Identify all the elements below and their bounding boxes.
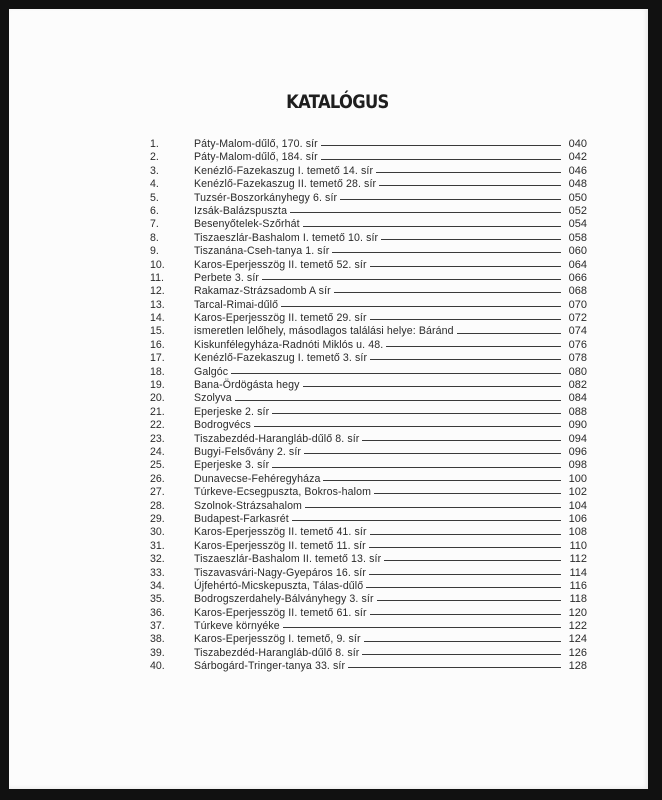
toc-entry — [142, 165, 587, 178]
entry-title: Budapest-Farkasrét — [194, 512, 289, 525]
leader-line — [381, 239, 561, 240]
table-of-contents — [142, 138, 587, 674]
entry-page-number: 042 — [568, 151, 587, 164]
entry-number: 9. — [150, 245, 159, 258]
page-title: KATALÓGUS — [286, 91, 389, 113]
entry-page-number: 114 — [569, 566, 587, 579]
entry-title: Páty-Malom-dűlő, 170. sír — [194, 138, 318, 150]
leader-line — [362, 440, 561, 441]
entry-page-number: 094 — [568, 432, 587, 445]
leader-line — [292, 520, 561, 521]
entry-title: Bana-Ördögásta hegy — [194, 379, 300, 392]
toc-entry — [142, 218, 587, 231]
toc-entry — [142, 138, 587, 151]
leader-line — [303, 386, 561, 387]
leader-line — [290, 212, 561, 213]
leader-line — [321, 159, 561, 160]
entry-number: 4. — [150, 178, 159, 191]
entry-page-number: 082 — [568, 379, 587, 392]
entry-title: Bodrogszerdahely-Bálványhegy 3. sír — [194, 593, 374, 606]
toc-entry — [142, 553, 587, 566]
entry-page-number: 096 — [568, 445, 587, 458]
entry-title: ismeretlen lelőhely, másodlagos találási helye: Báránd — [194, 325, 454, 338]
entry-title: Tiszanána-Cseh-tanya 1. sír — [194, 245, 330, 258]
leader-line — [384, 560, 561, 561]
entry-number: 8. — [150, 231, 159, 244]
toc-entry — [142, 647, 587, 660]
entry-number: 32. — [150, 553, 165, 566]
toc-entry — [142, 232, 587, 245]
leader-line — [283, 627, 561, 628]
entry-title: Tiszaeszlár-Bashalom II. temető 13. sír — [194, 553, 382, 566]
toc-entry — [142, 366, 587, 379]
entry-number: 20. — [150, 392, 165, 405]
entry-page-number: 074 — [568, 325, 587, 338]
entry-number: 3. — [150, 164, 159, 177]
entry-title: Bugyi-Felsővány 2. sír — [194, 445, 301, 458]
entry-page-number: 116 — [569, 579, 587, 592]
entry-title: Karos-Eperjesszög II. temető 29. sír — [194, 312, 367, 325]
entry-page-number: 054 — [568, 218, 587, 231]
toc-entry — [142, 406, 587, 419]
entry-title: Karos-Eperjesszög II. temető 11. sír — [194, 539, 366, 552]
entry-page-number: 110 — [569, 539, 587, 552]
toc-entry — [142, 205, 587, 218]
toc-entry — [142, 580, 587, 593]
entry-page-number: 118 — [569, 593, 587, 606]
entry-number: 37. — [150, 620, 165, 633]
entry-page-number: 060 — [568, 245, 587, 258]
entry-title: Perbete 3. sír — [194, 271, 259, 284]
entry-number: 34. — [150, 579, 165, 592]
entry-number: 36. — [150, 606, 165, 619]
entry-title: Kenézlő-Fazekaszug I. temető 3. sír — [194, 352, 368, 365]
toc-entry — [142, 259, 587, 272]
leader-line — [332, 252, 561, 253]
toc-entry — [142, 607, 587, 620]
entry-number: 7. — [150, 218, 159, 231]
toc-entry — [142, 526, 587, 539]
toc-entry — [142, 486, 587, 499]
leader-line — [281, 306, 561, 307]
entry-title: Rakamaz-Strázsadomb A sír — [194, 285, 331, 298]
toc-entry — [142, 540, 587, 553]
toc-entry — [142, 392, 587, 405]
entry-page-number: 108 — [568, 526, 587, 539]
entry-title: Kenézlő-Fazekaszug II. temető 28. sír — [194, 178, 377, 191]
toc-entry — [142, 593, 587, 606]
entry-title: Sárbogárd-Tringer-tanya 33. sír — [194, 660, 346, 673]
leader-line — [235, 400, 561, 401]
entry-title: Tiszavasvári-Nagy-Gyepáros 16. sír — [194, 566, 366, 579]
entry-number: 10. — [150, 258, 165, 271]
entry-number: 38. — [150, 633, 165, 646]
leader-line — [305, 507, 561, 508]
leader-line — [348, 667, 561, 668]
entry-title: Túrkeve-Ecsegpuszta, Bokros-halom — [194, 486, 371, 499]
entry-title: Karos-Eperjesszög I. temető, 9. sír — [194, 633, 361, 646]
leader-line — [369, 547, 561, 548]
toc-entry — [142, 446, 587, 459]
leader-line — [366, 587, 561, 588]
leader-line — [272, 413, 561, 414]
entry-page-number: 050 — [568, 191, 587, 204]
leader-line — [370, 614, 561, 615]
leader-line — [377, 600, 561, 601]
entry-title: Izsák-Balázspuszta — [194, 204, 288, 217]
leader-line — [254, 426, 561, 427]
entry-number: 6. — [150, 204, 159, 217]
entry-title: Szolyva — [194, 392, 232, 405]
entry-page-number: 112 — [569, 553, 587, 566]
entry-number: 23. — [150, 432, 165, 445]
leader-line — [231, 373, 561, 374]
entry-page-number: 128 — [568, 660, 587, 673]
entry-title: Tiszabezdéd-Harangláb-dűlő 8. sír — [194, 432, 360, 445]
leader-line — [386, 346, 561, 347]
leader-line — [340, 199, 561, 200]
toc-entry — [142, 433, 587, 446]
entry-title: Karos-Eperjesszög II. temető 52. sír — [194, 258, 367, 271]
toc-entry — [142, 299, 587, 312]
toc-entry — [142, 379, 587, 392]
toc-entry — [142, 419, 587, 432]
toc-entry — [142, 192, 587, 205]
toc-entry — [142, 567, 587, 580]
leader-line — [374, 493, 561, 494]
toc-entry — [142, 151, 587, 164]
entry-page-number: 104 — [568, 499, 587, 512]
entry-page-number: 122 — [568, 620, 587, 633]
leader-line — [262, 279, 561, 280]
entry-page-number: 068 — [568, 285, 587, 298]
leader-line — [379, 185, 561, 186]
leader-line — [370, 534, 561, 535]
entry-title: Galgóc — [194, 365, 229, 378]
entry-number: 1. — [150, 138, 159, 150]
leader-line — [370, 319, 561, 320]
leader-line — [304, 453, 561, 454]
entry-title: Tarcal-Rimai-dűlő — [194, 298, 279, 311]
entry-number: 27. — [150, 486, 165, 499]
entry-number: 2. — [150, 151, 159, 164]
entry-title: Tiszabezdéd-Harangláb-dűlő 8. sír — [194, 646, 360, 659]
toc-entry — [142, 272, 587, 285]
leader-line — [303, 226, 561, 227]
entry-page-number: 064 — [568, 258, 587, 271]
entry-title: Karos-Eperjesszög II. temető 61. sír — [194, 606, 367, 619]
entry-number: 15. — [150, 325, 165, 338]
leader-line — [370, 266, 561, 267]
entry-page-number: 100 — [568, 472, 587, 485]
entry-number: 24. — [150, 445, 165, 458]
entry-title: Tuzsér-Boszorkányhegy 6. sír — [194, 191, 338, 204]
entry-title: Karos-Eperjesszög II. temető 41. sír — [194, 526, 367, 539]
entry-number: 16. — [150, 338, 165, 351]
entry-page-number: 102 — [568, 486, 587, 499]
toc-entry — [142, 285, 587, 298]
entry-page-number: 066 — [568, 271, 587, 284]
entry-title: Dunavecse-Fehéregyháza — [194, 472, 321, 485]
entry-number: 14. — [150, 312, 165, 325]
entry-page-number: 046 — [568, 164, 587, 177]
entry-page-number: 072 — [568, 312, 587, 325]
entry-number: 26. — [150, 472, 165, 485]
entry-page-number: 098 — [568, 459, 587, 472]
leader-line — [457, 333, 561, 334]
entry-number: 29. — [150, 512, 165, 525]
entry-number: 12. — [150, 285, 165, 298]
entry-page-number: 126 — [568, 646, 587, 659]
toc-entry — [142, 325, 587, 338]
leader-line — [334, 292, 561, 293]
entry-number: 28. — [150, 499, 165, 512]
entry-page-number: 076 — [568, 338, 587, 351]
toc-entry — [142, 633, 587, 646]
leader-line — [370, 359, 561, 360]
entry-title: Eperjeske 3. sír — [194, 459, 270, 472]
entry-page-number: 040 — [568, 138, 587, 150]
catalog-page — [9, 9, 648, 789]
toc-entry — [142, 245, 587, 258]
toc-entry — [142, 339, 587, 352]
toc-entry — [142, 352, 587, 365]
entry-number: 5. — [150, 191, 159, 204]
toc-entry — [142, 178, 587, 191]
entry-number: 25. — [150, 459, 165, 472]
entry-page-number: 090 — [568, 419, 587, 432]
toc-entry — [142, 513, 587, 526]
leader-line — [321, 145, 561, 146]
toc-entry — [142, 620, 587, 633]
leader-line — [376, 172, 561, 173]
leader-line — [323, 480, 561, 481]
entry-page-number: 048 — [568, 178, 587, 191]
entry-page-number: 078 — [568, 352, 587, 365]
entry-page-number: 124 — [568, 633, 587, 646]
entry-page-number: 070 — [568, 298, 587, 311]
entry-title: Újfehértó-Micskepuszta, Tálas-dűlő — [194, 579, 364, 592]
entry-title: Eperjeske 2. sír — [194, 405, 270, 418]
entry-title: Besenyőtelek-Szőrhát — [194, 218, 300, 231]
entry-number: 35. — [150, 593, 165, 606]
entry-title: Kiskunfélegyháza-Radnóti Miklós u. 48. — [194, 338, 384, 351]
entry-title: Bodrogvécs — [194, 419, 251, 432]
toc-entry — [142, 660, 587, 673]
entry-number: 13. — [150, 298, 165, 311]
entry-number: 30. — [150, 526, 165, 539]
leader-line — [364, 641, 561, 642]
entry-number: 17. — [150, 352, 165, 365]
entry-page-number: 106 — [568, 512, 587, 525]
toc-entry — [142, 500, 587, 513]
entry-title: Kenézlő-Fazekaszug I. temető 14. sír — [194, 164, 374, 177]
entry-number: 33. — [150, 566, 165, 579]
entry-title: Tiszaeszlár-Bashalom I. temető 10. sír — [194, 231, 379, 244]
entry-number: 11. — [150, 271, 164, 284]
toc-entry — [142, 312, 587, 325]
entry-number: 21. — [150, 405, 165, 418]
toc-entry — [142, 473, 587, 486]
entry-page-number: 084 — [568, 392, 587, 405]
leader-line — [369, 574, 561, 575]
entry-number: 19. — [150, 379, 165, 392]
entry-title: Páty-Malom-dűlő, 184. sír — [194, 151, 318, 164]
entry-number: 40. — [150, 660, 165, 673]
entry-page-number: 058 — [568, 231, 587, 244]
entry-page-number: 120 — [568, 606, 587, 619]
entry-title: Túrkeve környéke — [194, 620, 280, 633]
entry-number: 22. — [150, 419, 165, 432]
leader-line — [272, 467, 561, 468]
entry-page-number: 052 — [568, 204, 587, 217]
entry-number: 18. — [150, 365, 165, 378]
entry-number: 31. — [150, 539, 165, 552]
entry-number: 39. — [150, 646, 165, 659]
toc-entry — [142, 459, 587, 472]
leader-line — [362, 654, 561, 655]
entry-title: Szolnok-Strázsahalom — [194, 499, 302, 512]
entry-page-number: 080 — [568, 365, 587, 378]
entry-page-number: 088 — [568, 405, 587, 418]
